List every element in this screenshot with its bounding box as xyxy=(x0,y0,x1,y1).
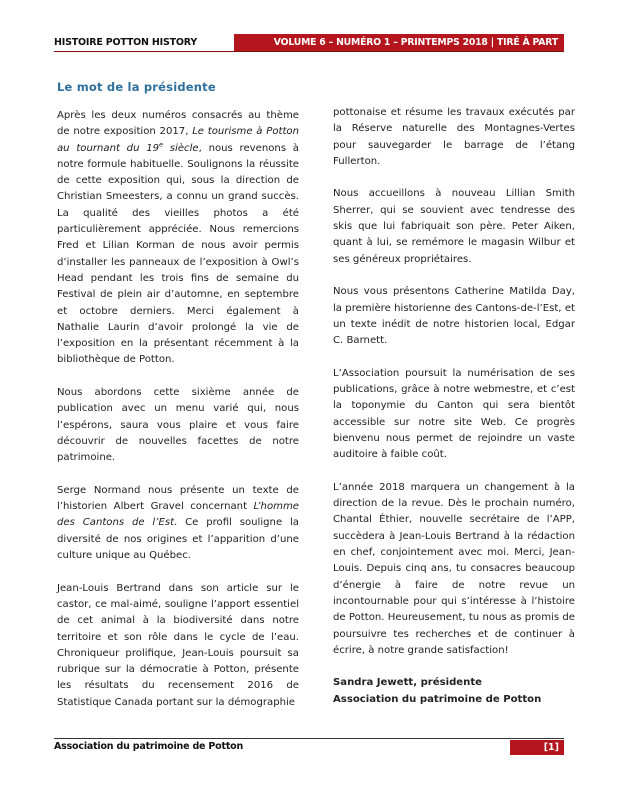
exhibition-title: Le tourisme à Potton au tournant du 19e siècle xyxy=(57,126,299,154)
footer-organization: Association du patrimoine de Potton xyxy=(54,741,244,752)
page-footer xyxy=(54,738,564,755)
article-reference: L’homme des Cantons de l’Est xyxy=(57,501,299,529)
paragraph-3: Serge Normand nous présente un texte de l’historien Albert Gravel concernant L’homme des Cantons de l’Est. Ce profil souligne la diversité de nos origines et l’apparition d’une culture unique au Québec. xyxy=(57,484,299,562)
paragraph-8: L’année 2018 marquera un changement à la direction de la revue. Dès le prochain numéro, Chantal Éthier, nouvelle secrétaire de l’APP, succèdera à Jean-Louis Bertrand à la rédaction en chef, conjointement avec moi. Merci, Jean-Louis. Depuis cinq ans, tu consacres beaucoup d’énergie à faire de notre revue un incontournable pour qui s’intéresse à l’histoire de Potton. Heureusement, tu nous as promis de poursuivre tes recherches et de continuer à écrire, à notre grande satisfaction! xyxy=(333,481,575,656)
paragraph-4-continued: pottonaise et résume les travaux exécutés par la Réserve naturelle des Montagnes-Vertes pour sauvegarder le barrage de l’étang Fullerton. xyxy=(333,107,575,167)
left-column xyxy=(57,108,299,711)
article-title: Le mot de la présidente xyxy=(57,80,216,94)
signature-organization: Association du patrimoine de Potton xyxy=(333,693,542,705)
page-number: [1] xyxy=(510,740,564,755)
paragraph-5: Nous accueillons à nouveau Lillian Smith Sherrer, qui se souvient avec tendresse des skis que lui fabriquait son père. Peter Aiken, quant à lui, se remémore le magasin Wilbur et ses généreux propriétaires. xyxy=(333,188,575,265)
signature-name: Sandra Jewett, présidente xyxy=(333,677,483,689)
page-header xyxy=(54,34,564,52)
paragraph-1: Après les deux numéros consacrés au thème de notre exposition 2017, Le tourisme à Potton au tournant du 19e siècle, nous revenons à notre formule habituelle. Soulignons la réussite de cette exposition qui, sous la direction de Christian Smeesters, a connu un grand succès. La qualité des vieilles photos a été particulièrement appréciée. Nous remercions Fred et Lilian Korman de nous avoir permis d’installer les panneaux de l’exposition à Owl’s Head pendant les trois fins de semaine du Festival de plein air d’automne, en septembre et octobre derniers. Merci également à Nathalie Laurin d’avoir prolongé la vie de l’exposition en la présentant récemment à la bibliothèque de Potton. xyxy=(57,110,299,366)
right-column xyxy=(333,108,575,708)
paragraph-2: Nous abordons cette sixième année de publication avec un menu varié qui, nous l’espérons, saura vous plaire et vous faire découvrir de nouvelles facettes de notre patrimoine. xyxy=(57,387,299,464)
paragraph-4: Jean-Louis Bertrand dans son article sur le castor, ce mal-aimé, souligne l’apport essentiel de cet animal à la biodiversité dans notre territoire et son rôle dans le cycle de l’eau. Chroniqueur prolifique, Jean-Louis poursuit sa rubrique sur la démocratie à Potton, présente les résultats du recensement 2016 de Statistique Canada portant sur la démographie xyxy=(57,582,299,708)
paragraph-7: L’Association poursuit la numérisation de ses publications, grâce à notre webmestre, et c’est la toponymie du Canton qui sera bientôt accessible sur notre site Web. Ce progrès bienvenu nous permet de rejoindre un vaste auditoire à faible coût. xyxy=(333,367,575,461)
journal-title: HISTOIRE POTTON HISTORY xyxy=(54,37,198,48)
paragraph-6: Nous vous présentons Catherine Matilda Day, la première historienne des Cantons-de-l’Est, et un texte inédit de notre historien local, Edgar C. Barnett. xyxy=(333,286,575,347)
issue-banner: VOLUME 6 – NUMÉRO 1 – PRINTEMPS 2018 | TIRÉ À PART xyxy=(234,34,564,51)
